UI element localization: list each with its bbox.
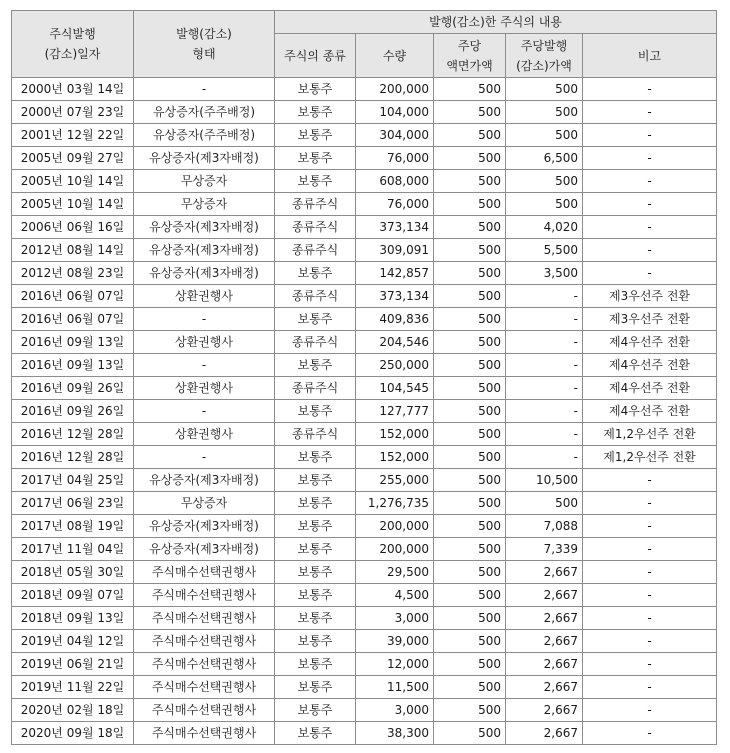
cell-par-value: 500: [434, 584, 506, 607]
cell-quantity: 608,000: [356, 170, 434, 193]
cell-note: -: [583, 676, 717, 699]
cell-par-value: 500: [434, 423, 506, 446]
cell-note: 제3우선주 전환: [583, 285, 717, 308]
cell-issue-price: 2,667: [506, 722, 583, 745]
cell-issue-price: 500: [506, 101, 583, 124]
cell-type: 유상증자(제3자배정): [134, 262, 275, 285]
table-row: [12, 584, 717, 607]
cell-par-value: 500: [434, 285, 506, 308]
cell-kind: 보통주: [275, 354, 356, 377]
cell-date: 2016년 09월 26일: [12, 400, 134, 423]
cell-kind: 보통주: [275, 699, 356, 722]
cell-issue-price: 500: [506, 193, 583, 216]
cell-type: -: [134, 354, 275, 377]
cell-type: 주식매수선택권행사: [134, 607, 275, 630]
cell-par-value: 500: [434, 216, 506, 239]
cell-date: 2018년 05월 30일: [12, 561, 134, 584]
cell-issue-price: 2,667: [506, 584, 583, 607]
cell-issue-price: 2,667: [506, 630, 583, 653]
table-row: [12, 400, 717, 423]
cell-kind: 보통주: [275, 538, 356, 561]
cell-date: 2017년 08월 19일: [12, 515, 134, 538]
cell-issue-price: 500: [506, 78, 583, 101]
cell-note: -: [583, 193, 717, 216]
cell-kind: 종류주식: [275, 216, 356, 239]
cell-date: 2005년 09월 27일: [12, 147, 134, 170]
cell-issue-price: -: [506, 331, 583, 354]
cell-issue-price: 7,088: [506, 515, 583, 538]
cell-quantity: 200,000: [356, 515, 434, 538]
cell-note: -: [583, 699, 717, 722]
cell-type: 유상증자(제3자배정): [134, 216, 275, 239]
cell-type: -: [134, 78, 275, 101]
table-row: [12, 607, 717, 630]
cell-quantity: 11,500: [356, 676, 434, 699]
cell-kind: 보통주: [275, 607, 356, 630]
table-row: [12, 101, 717, 124]
header-par-value: 주당 액면가액: [434, 34, 506, 78]
table-row: [12, 124, 717, 147]
cell-par-value: 500: [434, 561, 506, 584]
header-issued-stock-group: 발행(감소)한 주식의 내용: [275, 11, 717, 34]
cell-type: 무상증자: [134, 170, 275, 193]
cell-quantity: 39,000: [356, 630, 434, 653]
cell-quantity: 152,000: [356, 423, 434, 446]
cell-par-value: 500: [434, 446, 506, 469]
cell-date: 2020년 09월 18일: [12, 722, 134, 745]
cell-note: -: [583, 538, 717, 561]
cell-par-value: 500: [434, 722, 506, 745]
cell-note: 제1,2우선주 전환: [583, 446, 717, 469]
cell-kind: 보통주: [275, 492, 356, 515]
cell-quantity: 76,000: [356, 147, 434, 170]
cell-par-value: 500: [434, 676, 506, 699]
cell-kind: 보통주: [275, 147, 356, 170]
cell-par-value: 500: [434, 170, 506, 193]
cell-type: 상환권행사: [134, 331, 275, 354]
cell-quantity: 200,000: [356, 78, 434, 101]
table-row: [12, 630, 717, 653]
cell-par-value: 500: [434, 653, 506, 676]
table-row: [12, 147, 717, 170]
cell-kind: 보통주: [275, 584, 356, 607]
cell-par-value: 500: [434, 262, 506, 285]
cell-kind: 보통주: [275, 676, 356, 699]
cell-type: 주식매수선택권행사: [134, 630, 275, 653]
cell-quantity: 104,000: [356, 101, 434, 124]
cell-kind: 보통주: [275, 515, 356, 538]
cell-note: -: [583, 469, 717, 492]
cell-date: 2005년 10월 14일: [12, 170, 134, 193]
cell-par-value: 500: [434, 354, 506, 377]
cell-kind: 보통주: [275, 308, 356, 331]
cell-note: -: [583, 216, 717, 239]
cell-type: 주식매수선택권행사: [134, 653, 275, 676]
cell-quantity: 373,134: [356, 216, 434, 239]
cell-issue-price: -: [506, 423, 583, 446]
cell-par-value: 500: [434, 124, 506, 147]
cell-issue-price: 500: [506, 170, 583, 193]
cell-quantity: 373,134: [356, 285, 434, 308]
cell-note: -: [583, 515, 717, 538]
cell-quantity: 76,000: [356, 193, 434, 216]
cell-kind: 보통주: [275, 630, 356, 653]
cell-type: 주식매수선택권행사: [134, 584, 275, 607]
cell-par-value: 500: [434, 469, 506, 492]
cell-date: 2006년 06월 16일: [12, 216, 134, 239]
cell-quantity: 104,545: [356, 377, 434, 400]
cell-quantity: 309,091: [356, 239, 434, 262]
cell-type: -: [134, 400, 275, 423]
table-row: [12, 423, 717, 446]
cell-date: 2016년 09월 26일: [12, 377, 134, 400]
cell-quantity: 29,500: [356, 561, 434, 584]
cell-note: -: [583, 561, 717, 584]
cell-note: -: [583, 653, 717, 676]
cell-date: 2018년 09월 07일: [12, 584, 134, 607]
table-row: [12, 331, 717, 354]
table-body: [12, 78, 717, 745]
table-row: [12, 354, 717, 377]
cell-date: 2017년 06월 23일: [12, 492, 134, 515]
cell-type: 유상증자(주주배정): [134, 101, 275, 124]
cell-kind: 종류주식: [275, 423, 356, 446]
table-row: [12, 170, 717, 193]
cell-quantity: 255,000: [356, 469, 434, 492]
table-row: [12, 262, 717, 285]
cell-note: -: [583, 630, 717, 653]
cell-kind: 보통주: [275, 262, 356, 285]
cell-note: -: [583, 101, 717, 124]
cell-kind: 보통주: [275, 561, 356, 584]
cell-note: 제4우선주 전환: [583, 331, 717, 354]
cell-date: 2016년 09월 13일: [12, 354, 134, 377]
cell-par-value: 500: [434, 101, 506, 124]
cell-type: 주식매수선택권행사: [134, 722, 275, 745]
cell-quantity: 304,000: [356, 124, 434, 147]
cell-date: 2016년 12월 28일: [12, 446, 134, 469]
cell-quantity: 1,276,735: [356, 492, 434, 515]
cell-kind: 보통주: [275, 446, 356, 469]
cell-quantity: 3,000: [356, 607, 434, 630]
header-note: 비고: [583, 34, 717, 78]
cell-issue-price: 2,667: [506, 607, 583, 630]
cell-date: 2017년 04월 25일: [12, 469, 134, 492]
cell-par-value: 500: [434, 331, 506, 354]
header-quantity: 수량: [356, 34, 434, 78]
cell-note: -: [583, 147, 717, 170]
table-row: [12, 216, 717, 239]
cell-type: 유상증자(주주배정): [134, 124, 275, 147]
cell-type: 주식매수선택권행사: [134, 561, 275, 584]
cell-kind: 보통주: [275, 653, 356, 676]
table-row: [12, 285, 717, 308]
cell-issue-price: 5,500: [506, 239, 583, 262]
cell-date: 2001년 12월 22일: [12, 124, 134, 147]
cell-note: -: [583, 492, 717, 515]
cell-issue-price: 500: [506, 124, 583, 147]
cell-quantity: 200,000: [356, 538, 434, 561]
table-row: [12, 492, 717, 515]
cell-par-value: 500: [434, 630, 506, 653]
cell-quantity: 127,777: [356, 400, 434, 423]
table-row: [12, 78, 717, 101]
cell-issue-price: -: [506, 446, 583, 469]
table-row: [12, 308, 717, 331]
cell-type: 주식매수선택권행사: [134, 676, 275, 699]
cell-par-value: 500: [434, 492, 506, 515]
cell-date: 2020년 02월 18일: [12, 699, 134, 722]
cell-issue-price: 6,500: [506, 147, 583, 170]
cell-par-value: 500: [434, 515, 506, 538]
cell-quantity: 142,857: [356, 262, 434, 285]
cell-kind: 보통주: [275, 170, 356, 193]
cell-quantity: 250,000: [356, 354, 434, 377]
cell-date: 2019년 11월 22일: [12, 676, 134, 699]
cell-note: 제4우선주 전환: [583, 377, 717, 400]
header-stock-kind: 주식의 종류: [275, 34, 356, 78]
table-row: [12, 699, 717, 722]
cell-type: -: [134, 446, 275, 469]
cell-issue-price: 500: [506, 492, 583, 515]
cell-note: 제4우선주 전환: [583, 354, 717, 377]
cell-issue-price: 3,500: [506, 262, 583, 285]
cell-par-value: 500: [434, 147, 506, 170]
cell-issue-price: -: [506, 377, 583, 400]
cell-note: -: [583, 607, 717, 630]
header-issue-date: 주식발행 (감소)일자: [12, 11, 134, 78]
cell-kind: 종류주식: [275, 331, 356, 354]
cell-date: 2000년 07월 23일: [12, 101, 134, 124]
cell-issue-price: -: [506, 285, 583, 308]
table-row: [12, 193, 717, 216]
cell-quantity: 204,546: [356, 331, 434, 354]
cell-note: 제3우선주 전환: [583, 308, 717, 331]
cell-note: -: [583, 239, 717, 262]
cell-note: -: [583, 124, 717, 147]
cell-par-value: 500: [434, 193, 506, 216]
cell-kind: 종류주식: [275, 285, 356, 308]
cell-kind: 종류주식: [275, 193, 356, 216]
cell-quantity: 3,000: [356, 699, 434, 722]
cell-date: 2018년 09월 13일: [12, 607, 134, 630]
cell-note: -: [583, 78, 717, 101]
table-row: [12, 377, 717, 400]
cell-type: 유상증자(제3자배정): [134, 469, 275, 492]
cell-issue-price: 10,500: [506, 469, 583, 492]
cell-date: 2019년 06월 21일: [12, 653, 134, 676]
cell-type: -: [134, 308, 275, 331]
cell-date: 2016년 09월 13일: [12, 331, 134, 354]
cell-par-value: 500: [434, 699, 506, 722]
cell-quantity: 4,500: [356, 584, 434, 607]
table-row: [12, 538, 717, 561]
cell-type: 무상증자: [134, 193, 275, 216]
cell-issue-price: 2,667: [506, 676, 583, 699]
cell-date: 2005년 10월 14일: [12, 193, 134, 216]
cell-quantity: 12,000: [356, 653, 434, 676]
cell-issue-price: -: [506, 308, 583, 331]
cell-date: 2016년 12월 28일: [12, 423, 134, 446]
cell-note: -: [583, 170, 717, 193]
cell-type: 상환권행사: [134, 423, 275, 446]
cell-date: 2017년 11월 04일: [12, 538, 134, 561]
cell-type: 상환권행사: [134, 377, 275, 400]
cell-date: 2019년 04월 12일: [12, 630, 134, 653]
cell-kind: 보통주: [275, 722, 356, 745]
cell-par-value: 500: [434, 538, 506, 561]
cell-par-value: 500: [434, 78, 506, 101]
cell-type: 유상증자(제3자배정): [134, 147, 275, 170]
table-row: [12, 239, 717, 262]
cell-date: 2000년 03월 14일: [12, 78, 134, 101]
cell-type: 유상증자(제3자배정): [134, 239, 275, 262]
cell-quantity: 152,000: [356, 446, 434, 469]
cell-kind: 보통주: [275, 78, 356, 101]
cell-kind: 종류주식: [275, 239, 356, 262]
cell-type: 상환권행사: [134, 285, 275, 308]
cell-note: -: [583, 584, 717, 607]
cell-note: -: [583, 262, 717, 285]
table-row: [12, 446, 717, 469]
cell-type: 유상증자(제3자배정): [134, 515, 275, 538]
table-row: [12, 515, 717, 538]
cell-note: -: [583, 722, 717, 745]
stock-issuance-table: [11, 10, 717, 745]
table-header: [12, 11, 717, 78]
cell-quantity: 409,836: [356, 308, 434, 331]
cell-type: 유상증자(제3자배정): [134, 538, 275, 561]
cell-issue-price: 7,339: [506, 538, 583, 561]
cell-type: 무상증자: [134, 492, 275, 515]
table-row: [12, 561, 717, 584]
cell-par-value: 500: [434, 607, 506, 630]
cell-issue-price: -: [506, 354, 583, 377]
cell-kind: 종류주식: [275, 377, 356, 400]
table-row: [12, 653, 717, 676]
cell-note: 제4우선주 전환: [583, 400, 717, 423]
cell-par-value: 500: [434, 400, 506, 423]
cell-date: 2012년 08월 23일: [12, 262, 134, 285]
cell-kind: 보통주: [275, 124, 356, 147]
cell-date: 2012년 08월 14일: [12, 239, 134, 262]
cell-kind: 보통주: [275, 469, 356, 492]
cell-par-value: 500: [434, 308, 506, 331]
cell-type: 주식매수선택권행사: [134, 699, 275, 722]
cell-issue-price: 4,020: [506, 216, 583, 239]
cell-date: 2016년 06월 07일: [12, 308, 134, 331]
header-issue-price: 주당발행 (감소)가액: [506, 34, 583, 78]
cell-kind: 보통주: [275, 400, 356, 423]
cell-date: 2016년 06월 07일: [12, 285, 134, 308]
cell-issue-price: 2,667: [506, 653, 583, 676]
cell-par-value: 500: [434, 377, 506, 400]
cell-quantity: 38,300: [356, 722, 434, 745]
table-row: [12, 469, 717, 492]
cell-par-value: 500: [434, 239, 506, 262]
table-row: [12, 676, 717, 699]
cell-issue-price: 2,667: [506, 561, 583, 584]
cell-kind: 보통주: [275, 101, 356, 124]
header-issue-type: 발행(감소) 형태: [134, 11, 275, 78]
cell-issue-price: -: [506, 400, 583, 423]
cell-issue-price: 2,667: [506, 699, 583, 722]
table-row: [12, 722, 717, 745]
cell-note: 제1,2우선주 전환: [583, 423, 717, 446]
